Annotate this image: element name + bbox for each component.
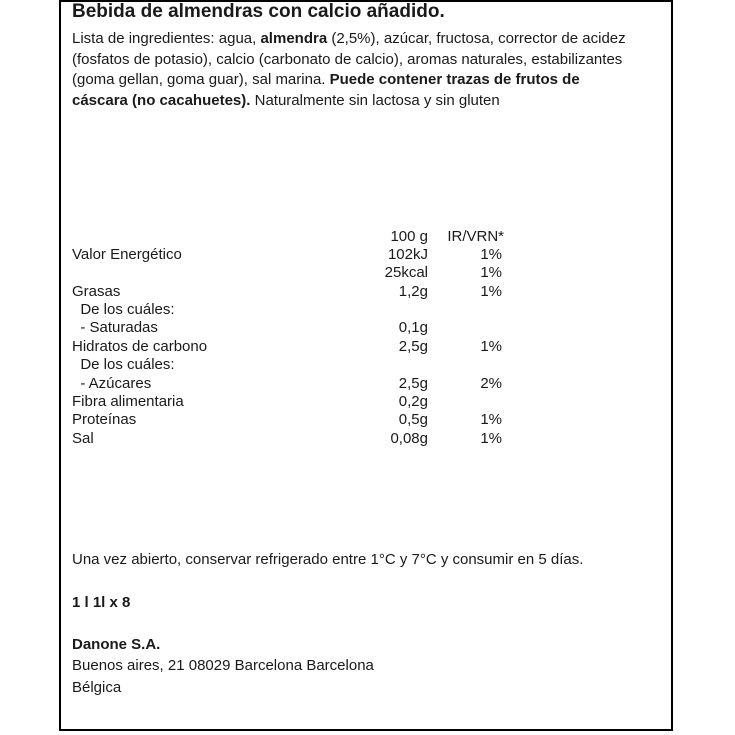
nutrition-row-pct: 1%: [480, 283, 502, 300]
nutrition-header-ri: IR/VRN*: [447, 228, 504, 245]
nutrition-row-pct: 1%: [480, 430, 502, 447]
company-country: Bélgica: [72, 679, 122, 696]
nutrition-row-value: 1,2g: [398, 283, 428, 300]
nutrition-row-label: Proteínas: [72, 411, 137, 428]
nutrition-row-label: Valor Energético: [72, 246, 182, 263]
nutrition-row-pct: 2%: [480, 375, 502, 392]
nutrition-row-value: 0,2g: [398, 393, 428, 410]
pack-size: 1 l 1l x 8: [72, 594, 131, 611]
nutrition-row-value: 0,1g: [398, 319, 428, 336]
ingredients-prefix: Lista de ingredientes: agua,: [72, 30, 261, 47]
nutrition-row-label: Fibra alimentaria: [72, 393, 184, 410]
nutrition-row-label: De los cuáles:: [72, 356, 175, 373]
nutrition-row-label: Hidratos de carbono: [72, 338, 208, 355]
nutrition-row-label: Grasas: [72, 283, 121, 300]
company-name: Danone S.A.: [72, 636, 161, 653]
nutrition-row-label: De los cuáles:: [72, 301, 175, 318]
nutrition-row-value: 102kJ: [387, 246, 428, 263]
nutrition-row-value: 2,5g: [398, 375, 428, 392]
ingredients-middle: (2,5%), azúcar, fructosa, corrector de acidez (fosfatos de potasio), calcio (carbonato de calcio), aromas naturales, estabilizantes (goma gellan, goma guar), sal marina.: [72, 30, 626, 88]
nutrition-row-value: 0,08g: [390, 430, 428, 447]
nutrition-row-label: Sal: [72, 430, 94, 447]
ingredients-bold-almond: almendra: [260, 30, 328, 47]
nutrition-row-pct: 1%: [480, 411, 502, 428]
company-address: Buenos aires, 21 08029 Barcelona Barcelona: [72, 657, 374, 674]
nutrition-row-value: 2,5g: [398, 338, 428, 355]
product-title: Bebida de almendras con calcio añadido.: [72, 1, 445, 22]
nutrition-row-label: - Saturadas: [72, 319, 158, 336]
allergen-warning: Puede contener trazas de frutos de cáscara (no cacahuetes).: [72, 71, 580, 109]
nutrition-row-pct: 1%: [480, 338, 502, 355]
nutrition-row-value: 0,5g: [398, 411, 428, 428]
storage-instructions: Una vez abierto, conservar refrigerado entre 1°C y 7°C y consumir en 5 días.: [72, 551, 584, 568]
ingredients-suffix: Naturalmente sin lactosa y sin gluten: [250, 91, 500, 109]
nutrition-row-label: - Azúcares: [72, 375, 152, 392]
nutrition-row-pct: 1%: [480, 246, 502, 263]
nutrition-row-value: 25kcal: [384, 264, 428, 281]
nutrition-row-pct: 1%: [480, 264, 502, 281]
nutrition-header-amount: 100 g: [390, 228, 428, 245]
